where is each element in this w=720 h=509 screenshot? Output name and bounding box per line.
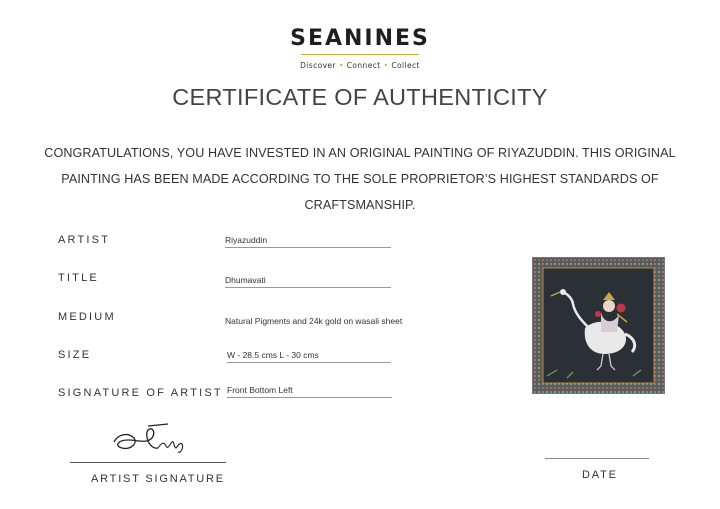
artist-signature-caption: ARTIST SIGNATURE [91,473,225,485]
size-label: SIZE [58,349,92,361]
title-value: Dhumavati [225,275,391,288]
artist-signature-line [70,462,226,463]
title-label: TITLE [58,272,99,284]
artist-signature-mark [108,420,198,460]
date-caption: DATE [582,469,618,481]
congratulations-line-3: CRAFTSMANSHIP. [304,198,416,212]
tagline-connect: Connect [346,61,381,70]
congratulations-line-1: CONGRATULATIONS, YOU HAVE INVESTED IN AN ORIGINAL PAINTING OF RIYAZUDDIN. THIS ORIGINAL [44,146,676,160]
congratulations-text [40,140,680,218]
size-value: W - 28.5 cms L - 30 cms [227,350,391,363]
tagline-dot-1: • [338,61,344,70]
artist-label: ARTIST [58,234,111,246]
congratulations-line-2: PAINTING HAS BEEN MADE ACCORDING TO THE SOLE PROPRIETOR’S HIGHEST STANDARDS OF [61,172,659,186]
brand-name: SEANINES [290,26,430,51]
painting-artwork [533,258,664,393]
tagline-collect: Collect [391,61,420,70]
tagline-discover: Discover [300,61,336,70]
signature-label: SIGNATURE OF ARTIST [58,387,223,399]
painting-image [532,257,665,394]
brand-tagline [0,61,720,70]
artist-value: Riyazuddin [225,235,391,248]
certificate-title: CERTIFICATE OF AUTHENTICITY [172,84,548,110]
date-line [545,458,649,459]
brand-wordmark [290,26,430,51]
brand-underline [301,54,419,55]
tagline-dot-2: • [383,61,389,70]
medium-label: MEDIUM [58,311,116,323]
signature-value: Front Bottom Left [227,385,392,398]
medium-value: Natural Pigments and 24k gold on wasali sheet [225,316,403,326]
handwritten-signature [108,420,198,460]
brand-logo [0,26,720,70]
